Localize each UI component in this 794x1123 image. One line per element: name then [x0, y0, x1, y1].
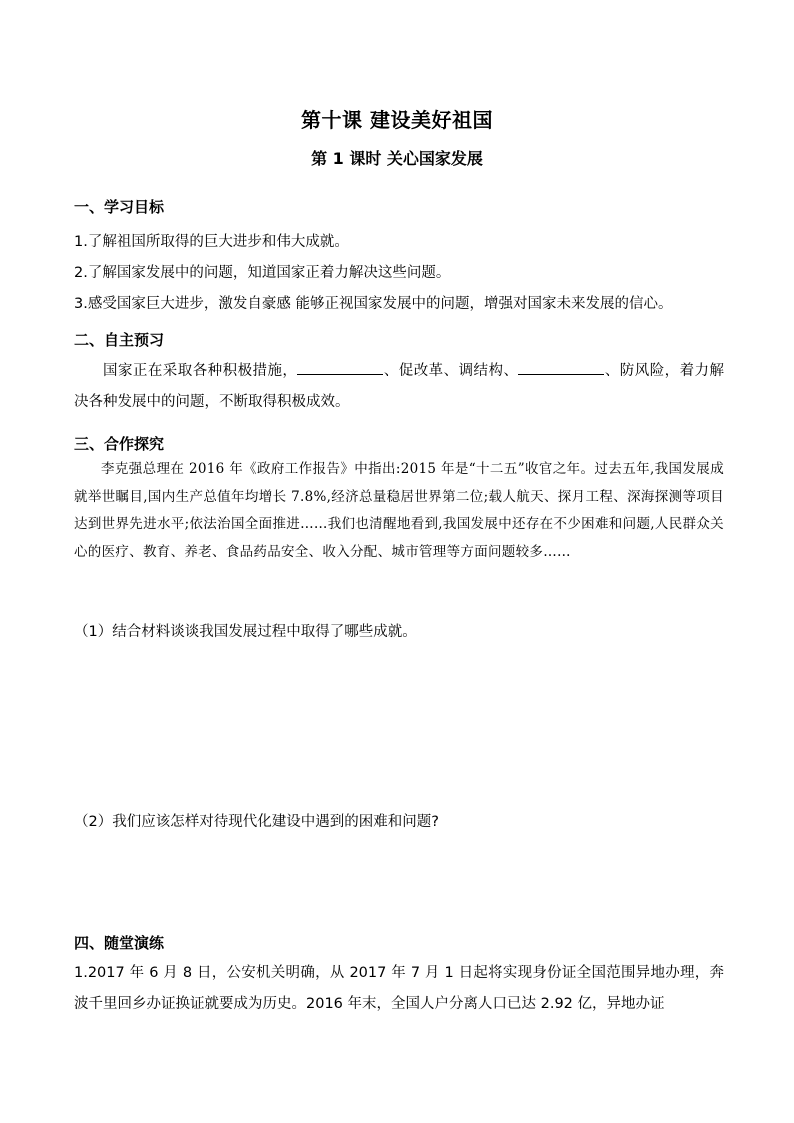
fill-blank-2[interactable] — [518, 360, 604, 375]
section-heading-objectives: 一、学习目标 — [74, 198, 165, 216]
material-paragraph: 李克强总理在 2016 年《政府工作报告》中指出:2015 年是“十二五”收官之年。过去五年,我国发展成就举世瞩目,国内生产总值年均增长 7.8%,经济总量稳居世界第二位;载人航天、探月工程、深海探测等项目达到世界先进水平;依法治国全面推进……我们也清醒地看到,我国发展中还存在不少困难和问题,人民群众关心的医疗、教育、养老、食品药品安全、收入分配、城市管理等方面问题较多…… — [74, 461, 724, 560]
section-heading-preview: 二、自主预习 — [74, 331, 165, 349]
section-heading-inquiry: 三、合作探究 — [74, 435, 165, 453]
preview-text-part1: 国家正在采取各种积极措施， — [103, 363, 298, 379]
fill-blank-1[interactable] — [297, 360, 383, 375]
practice-item-1: 1.2017 年 6 月 8 日，公安机关明确，从 2017 年 7 月 1 日起将实现身份证全国范围异地办理，奔波千里回乡办证换证就要成为历史。2016 年末，全国人户分离人口已达 2.92 亿，异地办证 — [74, 965, 724, 1012]
question-1: （1）结合材料谈谈我国发展过程中取得了哪些成就。 — [74, 624, 417, 640]
preview-text-part2: 、促改革、调结构、 — [383, 363, 519, 379]
objective-item: 3.感受国家巨大进步，激发自豪感 能够正视国家发展中的问题，增强对国家未来发展的信心。 — [74, 296, 673, 312]
objective-item: 2.了解国家发展中的问题，知道国家正着力解决这些问题。 — [74, 265, 451, 281]
objective-item: 1.了解祖国所取得的巨大进步和伟大成就。 — [74, 234, 349, 250]
question-2: （2）我们应该怎样对待现代化建设中遇到的困难和问题? — [74, 814, 439, 830]
lesson-subtitle: 第 1 课时 关心国家发展 — [311, 149, 483, 168]
section-heading-practice: 四、随堂演练 — [74, 934, 165, 952]
preview-text-part3: 、防风险，着力解决各种发展中的问题，不断取得积极成效。 — [74, 363, 725, 410]
preview-paragraph — [74, 356, 724, 418]
lesson-title: 第十课 建设美好祖国 — [301, 108, 493, 132]
